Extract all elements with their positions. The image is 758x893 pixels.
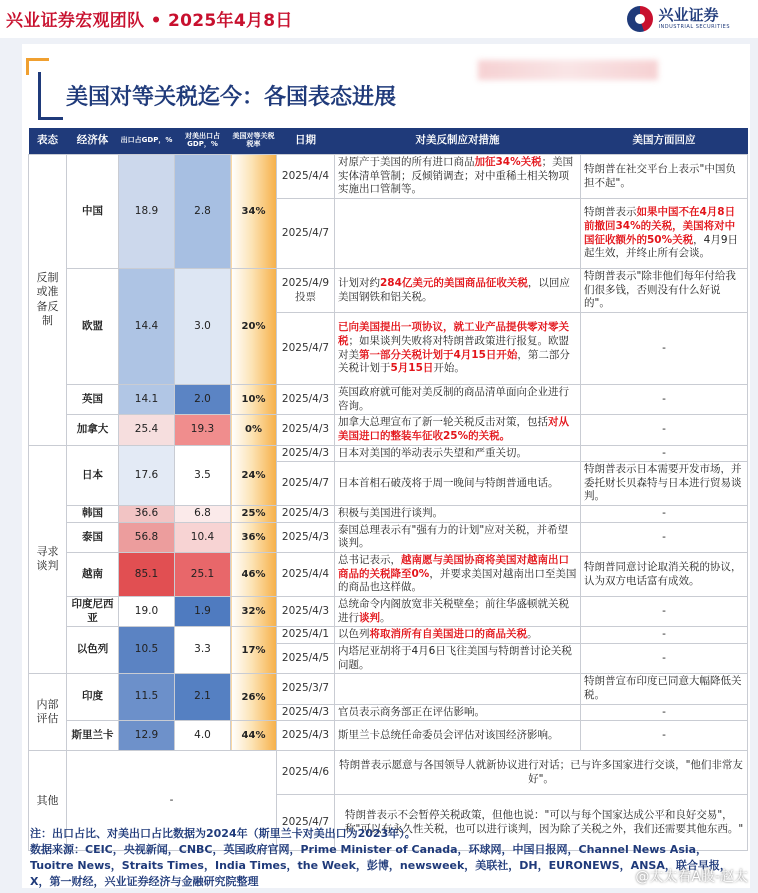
table-row [29,553,748,597]
export-gdp: 85.1 [119,553,175,597]
table-row [29,522,748,552]
measure: 日本对美国的举动表示失望和严重关切。 [335,445,581,462]
other-note: 特朗普表示不会暂停关税政策，但他也说："可以与每个国家达成公平和良好交易"，称"可以有永久性关税，也可以进行谈判，因为除了关税之外，我们还需要其他东西。" [335,795,748,851]
us-response: - [581,522,748,552]
tariff-rate: 10% [231,385,277,415]
measure: 总书记表示，越南愿与美国协商将美国对越南出口商品的关税降至0%，并要求美国对越南出口至美国的商品也这样做。 [335,553,581,597]
us-response: - [581,627,748,644]
export-gdp: 56.8 [119,522,175,552]
category-negotiate: 寻求谈判 [29,445,67,674]
measure: 总统命令内阁放宽非关税壁垒；前往华盛顿就关税进行谈判。 [335,597,581,627]
date: 2025/4/7 [277,313,335,385]
us-export-gdp: 3.0 [175,269,231,385]
us-response: - [581,313,748,385]
col-us-export-gdp: 对美出口占GDP，% [175,128,231,155]
us-export-gdp: 2.0 [175,385,231,415]
economy-name: 以色列 [67,627,119,674]
us-export-gdp: 1.9 [175,597,231,627]
us-response: - [581,385,748,415]
us-export-gdp: 4.0 [175,721,231,751]
date: 2025/4/3 [277,704,335,721]
tariff-rate: 20% [231,269,277,385]
date: 2025/4/3 [277,597,335,627]
export-gdp: 36.6 [119,506,175,523]
economy-name: 英国 [67,385,119,415]
measure: 泰国总理表示有"强有力的计划"应对关税，并希望谈判。 [335,522,581,552]
us-export-gdp: 25.1 [175,553,231,597]
tariff-rate: 32% [231,597,277,627]
date: 2025/4/7 [277,462,335,506]
us-export-gdp: 3.3 [175,627,231,674]
measure: 加拿大总理宣布了新一轮关税反击对策，包括对从美国进口的整装车征收25%的关税。 [335,415,581,445]
economy-name: 韩国 [67,506,119,523]
measure: 官员表示商务部正在评估影响。 [335,704,581,721]
measure: 积极与美国进行谈判。 [335,506,581,523]
measure [335,199,581,269]
tariff-table [28,128,748,851]
category-other: 其他 [29,751,67,851]
measure: 对原产于美国的所有进口商品加征34%关税；美国实体清单管制；反倾销调查；对中重稀土相关物项实施出口管制等。 [335,155,581,199]
page-title: 美国对等关税迄今：各国表态进展 [66,85,397,110]
header-title: 兴业证券宏观团队 • 2025年4月8日 [6,11,293,31]
table-row [29,385,748,415]
date: 2025/4/6 [277,751,335,795]
date: 2025/4/4 [277,553,335,597]
date: 2025/4/3 [277,415,335,445]
date: 2025/4/3 [277,721,335,751]
us-response: 特朗普宣布印度已同意大幅降低关税。 [581,674,748,704]
table-row [29,674,748,704]
economy-name: 中国 [67,155,119,269]
economy-name: 越南 [67,553,119,597]
tariff-rate: 26% [231,674,277,721]
tariff-rate: 24% [231,445,277,506]
table-row [29,751,748,795]
export-gdp: 18.9 [119,155,175,269]
col-tariff-rate: 美国对等关税税率 [231,128,277,155]
top-header [0,0,758,38]
us-export-gdp: 10.4 [175,522,231,552]
export-gdp: 17.6 [119,445,175,506]
measure [335,674,581,704]
measure: 已向美国提出一项协议，就工业产品提供零对零关税；如果谈判失败将对特朗普政策进行报复。欧盟对美第一部分关税计划于4月15日开始，第二部分关税计划于5月15日开始。 [335,313,581,385]
watermark: @太太看A股-赵太 [635,869,748,885]
tariff-rate: 34% [231,155,277,269]
table-row [29,155,748,199]
logo-english: INDUSTRIAL SECURITIES [658,24,730,30]
date: 2025/4/7 [277,199,335,269]
footnote: 注：出口占比、对美出口占比数据为2024年（斯里兰卡对美出口为2023年）。 [30,827,416,840]
economy-name: 加拿大 [67,415,119,445]
us-response: 特朗普表示如果中国不在4月8日前撤回34%的关税，美国将对中国征收额外的50%关税，4月9日起生效，并终止所有会谈。 [581,199,748,269]
economy-name: 印度尼西亚 [67,597,119,627]
other-placeholder: - [67,751,277,851]
export-gdp: 12.9 [119,721,175,751]
export-gdp: 14.4 [119,269,175,385]
us-export-gdp: 3.5 [175,445,231,506]
us-response: - [581,643,748,673]
table-row [29,721,748,751]
date: 2025/4/7 [277,795,335,851]
tariff-rate: 36% [231,522,277,552]
tariff-rate: 44% [231,721,277,751]
export-gdp: 25.4 [119,415,175,445]
measure: 以色列将取消所有自美国进口的商品关税。 [335,627,581,644]
table-row [29,627,748,644]
date: 2025/4/1 [277,627,335,644]
tariff-rate: 25% [231,506,277,523]
logo-mark-icon [627,6,653,32]
col-economy: 经济体 [67,128,119,155]
logo-name: 兴业证券 [658,6,719,24]
tariff-rate: 46% [231,553,277,597]
measure: 斯里兰卡总统任命委员会评估对该国经济影响。 [335,721,581,751]
data-sources: 数据来源：CEIC，央视新闻，CNBC，英国政府官网，Prime Minister of Canada，环球网，中国日报网，Channel News Asia，Tuoitre News，Straits Times，India Times，the Week，彭博，newsweek，美联社，DH，EURONEWS，ANSA，联合早报，X，第一财经，兴业证券经济与金融研究院整理 [30,843,731,888]
table-row [29,506,748,523]
us-response: - [581,597,748,627]
col-date: 日期 [277,128,335,155]
redacted-area [478,60,658,80]
economy-name: 泰国 [67,522,119,552]
economy-name: 日本 [67,445,119,506]
us-response: 特朗普表示"除非他们每年付给我们很多钱，否则没有什么好说的"。 [581,269,748,313]
date: 2025/4/3 [277,506,335,523]
economy-name: 欧盟 [67,269,119,385]
export-gdp: 11.5 [119,674,175,721]
export-gdp: 19.0 [119,597,175,627]
col-measures: 对美反制应对措施 [335,128,581,155]
export-gdp: 14.1 [119,385,175,415]
date: 2025/4/5 [277,643,335,673]
economy-name: 斯里兰卡 [67,721,119,751]
company-logo [627,4,731,34]
measure: 英国政府就可能对美反制的商品清单面向企业进行咨询。 [335,385,581,415]
us-response: 特朗普表示日本需要开发市场，并委托财长贝森特与日本进行贸易谈判。 [581,462,748,506]
us-response: 特朗普在社交平台上表示"中国负担不起"。 [581,155,748,199]
table-row [29,415,748,445]
decor-corner-blue [38,72,63,120]
date: 2025/4/3 [277,522,335,552]
us-export-gdp: 2.8 [175,155,231,269]
table-row [29,269,748,313]
table-row [29,445,748,462]
us-export-gdp: 19.3 [175,415,231,445]
economy-name: 印度 [67,674,119,721]
date: 2025/3/7 [277,674,335,704]
date: 2025/4/3 [277,385,335,415]
export-gdp: 10.5 [119,627,175,674]
table-row [29,597,748,627]
us-response: - [581,506,748,523]
table-header [29,128,748,155]
col-us-response: 美国方面回应 [581,128,748,155]
category-assess: 内部评估 [29,674,67,751]
date: 2025/4/3 [277,445,335,462]
us-response: - [581,704,748,721]
col-stance: 表态 [29,128,67,155]
date: 2025/4/4 [277,155,335,199]
date: 2025/4/9 投票 [277,269,335,313]
us-export-gdp: 2.1 [175,674,231,721]
tariff-rate: 17% [231,627,277,674]
us-response: - [581,415,748,445]
us-response: - [581,721,748,751]
tariff-rate: 0% [231,415,277,445]
us-response: - [581,445,748,462]
other-note: 特朗普表示愿意与各国领导人就新协议进行对话；已与许多国家进行交谈，"他们非常友好"。 [335,751,748,795]
us-export-gdp: 6.8 [175,506,231,523]
us-response: 特朗普同意讨论取消关税的协议，认为双方电话富有成效。 [581,553,748,597]
category-retaliate: 反制或准备反制 [29,155,67,446]
measure: 日本首相石破茂将于周一晚间与特朗普通电话。 [335,462,581,506]
measure: 计划对约284亿美元的美国商品征收关税，以回应美国钢铁和铝关税。 [335,269,581,313]
col-export-gdp: 出口占GDP，% [119,128,175,155]
measure: 内塔尼亚胡将于4月6日飞往美国与特朗普讨论关税问题。 [335,643,581,673]
